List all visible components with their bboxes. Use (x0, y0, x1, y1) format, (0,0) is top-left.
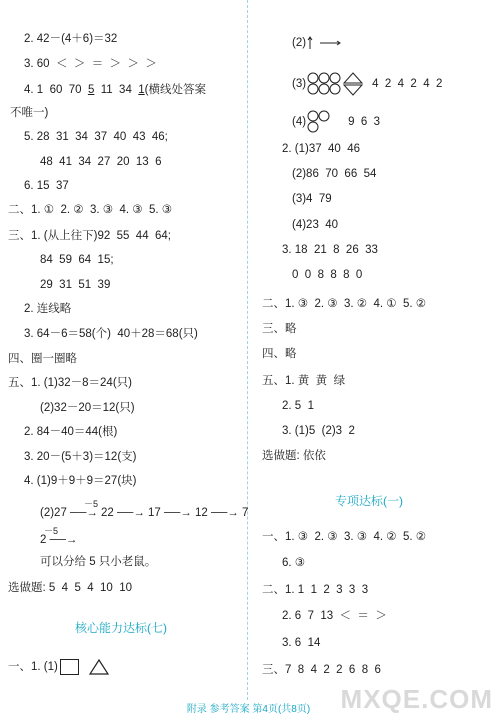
section-title: 核心能力达标(七) (75, 621, 167, 635)
answer-line: 3. 6 14 (282, 637, 321, 649)
answer-line: 3. 64－6＝58(个) 40＋28＝68(只) (24, 328, 198, 340)
answer-line: (2) (292, 36, 346, 50)
circle-group-icon (306, 110, 342, 134)
answer-line: 三、1. (从上往下)92 55 44 64; (8, 230, 171, 242)
answer-line: 二、1. 1 1 2 3 3 3 (262, 584, 369, 596)
answer-line: 三、7 8 4 2 2 6 8 6 (262, 664, 381, 676)
watermark: MXQE.COM (340, 684, 493, 714)
answer-line: 不唯一) (10, 107, 49, 119)
answer-line: (2)86 70 66 54 (292, 168, 377, 180)
answer-line: (4)23 40 (292, 219, 339, 231)
answer-line: 五、1. 黄 黄 绿 (262, 375, 346, 387)
answer-line: 5. 28 31 34 37 40 43 46; (24, 131, 168, 143)
answer-line: 2. 42－(4＋6)＝32 (24, 33, 118, 45)
answer-line: 选做题: 依依 (262, 450, 326, 462)
arrow-shapes (306, 36, 346, 50)
answer-line: 2. 84－40＝44(根) (24, 426, 118, 438)
arrow-label: －5 (84, 499, 99, 509)
arrow-label: －5 (44, 526, 59, 536)
answer-line: 可以分给 5 只小老鼠。 (40, 556, 157, 568)
answer-line: (3)4 79 (292, 193, 332, 205)
answer-line: (2)32－20＝12(只) (40, 402, 135, 414)
answer-line: 3. 60 ＜ ＞ ＝ ＞ ＞ ＞ (24, 58, 157, 70)
answer-line: 4. 1 60 70 5 11 34 1(横线处答案 (24, 84, 206, 96)
answer-line: (2)27 ──→ 22 ──→ 17 ──→ 12 ──→ 7 (40, 507, 249, 519)
answer-line: 6. ③ (282, 557, 306, 569)
answer-line: 48 41 34 27 20 13 6 (40, 156, 162, 168)
answer-line: 2. (1)37 40 46 (282, 143, 360, 155)
answer-line: 0 0 8 8 8 0 (292, 269, 363, 281)
answer-line: (4) 9 6 3 (292, 110, 380, 134)
square-shape (60, 659, 79, 675)
answer-line: 一、1. ③ 2. ③ 3. ③ 4. ② 5. ② (262, 531, 427, 543)
answer-line: 五、1. (1)32－8＝24(只) (8, 377, 132, 389)
answer-line: 2 ──→ (40, 534, 81, 546)
answer-line: 三、略 (262, 323, 297, 335)
answer-line: 2. 6 7 13 ＜ ＝ ＞ (282, 610, 387, 622)
answer-line: 3. (1)5 (2)3 2 (282, 425, 355, 437)
answer-line: 二、1. ① 2. ② 3. ③ 4. ③ 5. ③ (8, 204, 173, 216)
answer-line: 一、1. (1) (8, 659, 109, 675)
page-footer: 附录 参考答案 第4页(共8页) (186, 704, 311, 715)
answer-line: 6. 15 37 (24, 180, 69, 192)
circle-group-icon (306, 72, 366, 96)
column-divider (247, 0, 248, 700)
section-title: 专项达标(一) (335, 494, 403, 508)
answer-line: 2. 连线略 (24, 303, 72, 315)
answer-line: 29 31 51 39 (40, 279, 111, 291)
triangle-shape (89, 659, 109, 675)
answer-line: 四、略 (262, 348, 297, 360)
answer-line: 3. 18 21 8 26 33 (282, 244, 378, 256)
answer-line: 3. 20－(5＋3)＝12(支) (24, 451, 137, 463)
answer-line: 4. (1)9＋9＋9＝27(块) (24, 475, 137, 487)
answer-line: 2. 5 1 (282, 400, 314, 412)
answer-line: 选做题: 5 4 5 4 10 10 (8, 582, 133, 594)
answer-line: 四、圈一圈略 (8, 353, 77, 365)
answer-line: 二、1. ③ 2. ③ 3. ② 4. ① 5. ② (262, 298, 427, 310)
answer-line: 84 59 64 15; (40, 254, 114, 266)
answer-line: (3) 4 2 4 2 4 2 (292, 72, 442, 96)
